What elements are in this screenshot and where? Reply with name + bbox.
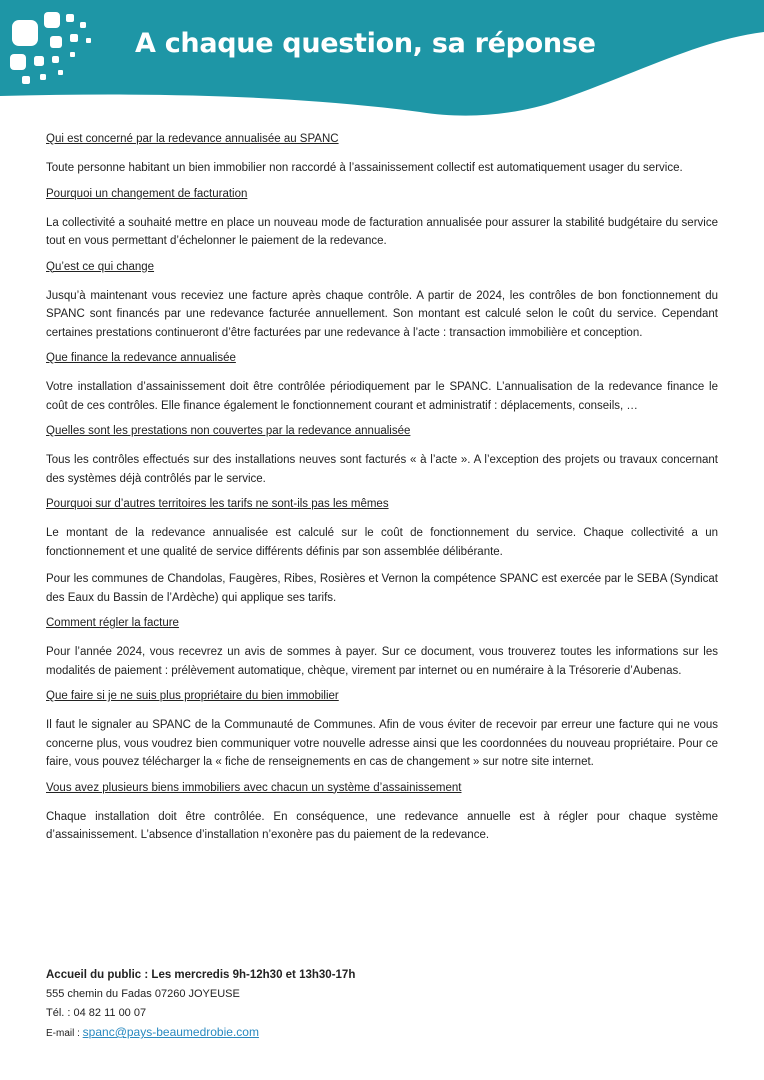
- faq-question: Comment régler la facture: [46, 617, 179, 629]
- faq-item: [46, 497, 718, 607]
- faq-answer: Votre installation d’assainissement doit être contrôlée périodiquement par le SPANC. L’annualisation de la redevance finance le coût de ces contrôles. Elle finance également le fonctionnement courant et administratif : déplacements, conseils, …: [46, 381, 718, 412]
- faq-item: [46, 424, 718, 488]
- email-label: E-mail :: [46, 1028, 83, 1039]
- faq-question: Pourquoi sur d’autres territoires les tarifs ne sont-ils pas les mêmes: [46, 498, 389, 510]
- email-line: [46, 1023, 355, 1043]
- faq-item: [46, 689, 718, 772]
- faq-question: Que finance la redevance annualisée: [46, 352, 236, 364]
- faq-answer: La collectivité a souhaité mettre en place un nouveau mode de facturation annualisée pour assurer la stabilité budgétaire du service tout en vous permettant d’échelonner le paiement de la redevance.: [46, 216, 718, 247]
- faq-item: [46, 260, 718, 343]
- contact-footer: [46, 966, 355, 1043]
- opening-hours: Accueil du public : Les mercredis 9h-12h30 et 13h30-17h: [46, 969, 356, 981]
- header-banner: [0, 0, 764, 130]
- faq-item: [46, 351, 718, 415]
- faq-item: [46, 616, 718, 680]
- faq-answer: Pour les communes de Chandolas, Faugères, Ribes, Rosières et Vernon la compétence SPANC est exercée par le SEBA (Syndicat des Eaux du Bassin de l’Ardèche) qui applique ses tarifs.: [46, 573, 718, 604]
- faq-answer: Chaque installation doit être contrôlée. En conséquence, une redevance annuelle est à régler pour chaque système d’assainissement. L’absence d’installation n’exonère pas du paiement de la redevance.: [46, 810, 718, 841]
- email-link[interactable]: spanc@pays-beaumedrobie.com: [82, 1025, 259, 1039]
- faq-item: [46, 781, 718, 845]
- faq-answer: Le montant de la redevance annualisée est calculé sur le coût de fonctionnement du service. Chaque collectivité a un fonctionnement et une qualité de service différents définis par son assemblée délibérante.: [46, 527, 718, 558]
- banner-shape: [0, 0, 764, 130]
- faq-question: Qui est concerné par la redevance annualisée au SPANC: [46, 133, 339, 145]
- phone-number: Tél. : 04 82 11 00 07: [46, 1007, 147, 1019]
- faq-answer: Jusqu’à maintenant vous receviez une facture après chaque contrôle. A partir de 2024, les contrôles de bon fonctionnement du SPANC sont financés par une redevance facturée annuellement. Son montant est calculé selon le coût du service. Cependant certaines prestations continueront d’être facturées par une redevance à l’acte : transaction immobilière et conception.: [46, 289, 718, 339]
- faq-question: Vous avez plusieurs biens immobiliers avec chacun un système d’assainissement: [46, 781, 462, 794]
- faq-question: Quelles sont les prestations non couvertes par la redevance annualisée: [46, 425, 411, 437]
- faq-answer: Tous les contrôles effectués sur des installations neuves sont facturés « à l’acte ». A l’exception des projets ou travaux concernant des systèmes déjà contrôlés par le service.: [46, 454, 718, 485]
- faq-answer: Il faut le signaler au SPANC de la Communauté de Communes. Afin de vous éviter de recevoir par erreur une facture qui ne vous concerne plus, vous voudrez bien communiquer votre nouvelle adresse ainsi que les coordonnées du nouveau propriétaire. Pour ce faire, vous pouvez télécharger la « fiche de renseignements en cas de changement » sur notre site internet.: [46, 719, 718, 768]
- address: 555 chemin du Fadas 07260 JOYEUSE: [46, 988, 240, 1000]
- faq-item: [46, 187, 718, 251]
- faq-list: [46, 132, 718, 854]
- faq-question: Pourquoi un changement de facturation: [46, 187, 248, 200]
- faq-question: Qu’est ce qui change: [46, 260, 155, 273]
- faq-answer: Toute personne habitant un bien immobilier non raccordé à l’assainissement collectif est automatiquement usager du service.: [46, 162, 683, 174]
- page-title: A chaque question, sa réponse: [135, 28, 596, 59]
- faq-answer: Pour l’année 2024, vous recevrez un avis de sommes à payer. Sur ce document, vous trouverez toutes les informations sur les modalités de paiement : prélèvement automatique, chèque, virement par internet ou en numéraire à la Trésorerie d’Aubenas.: [46, 646, 718, 677]
- faq-question: Que faire si je ne suis plus propriétaire du bien immobilier: [46, 690, 339, 702]
- faq-item: [46, 132, 718, 178]
